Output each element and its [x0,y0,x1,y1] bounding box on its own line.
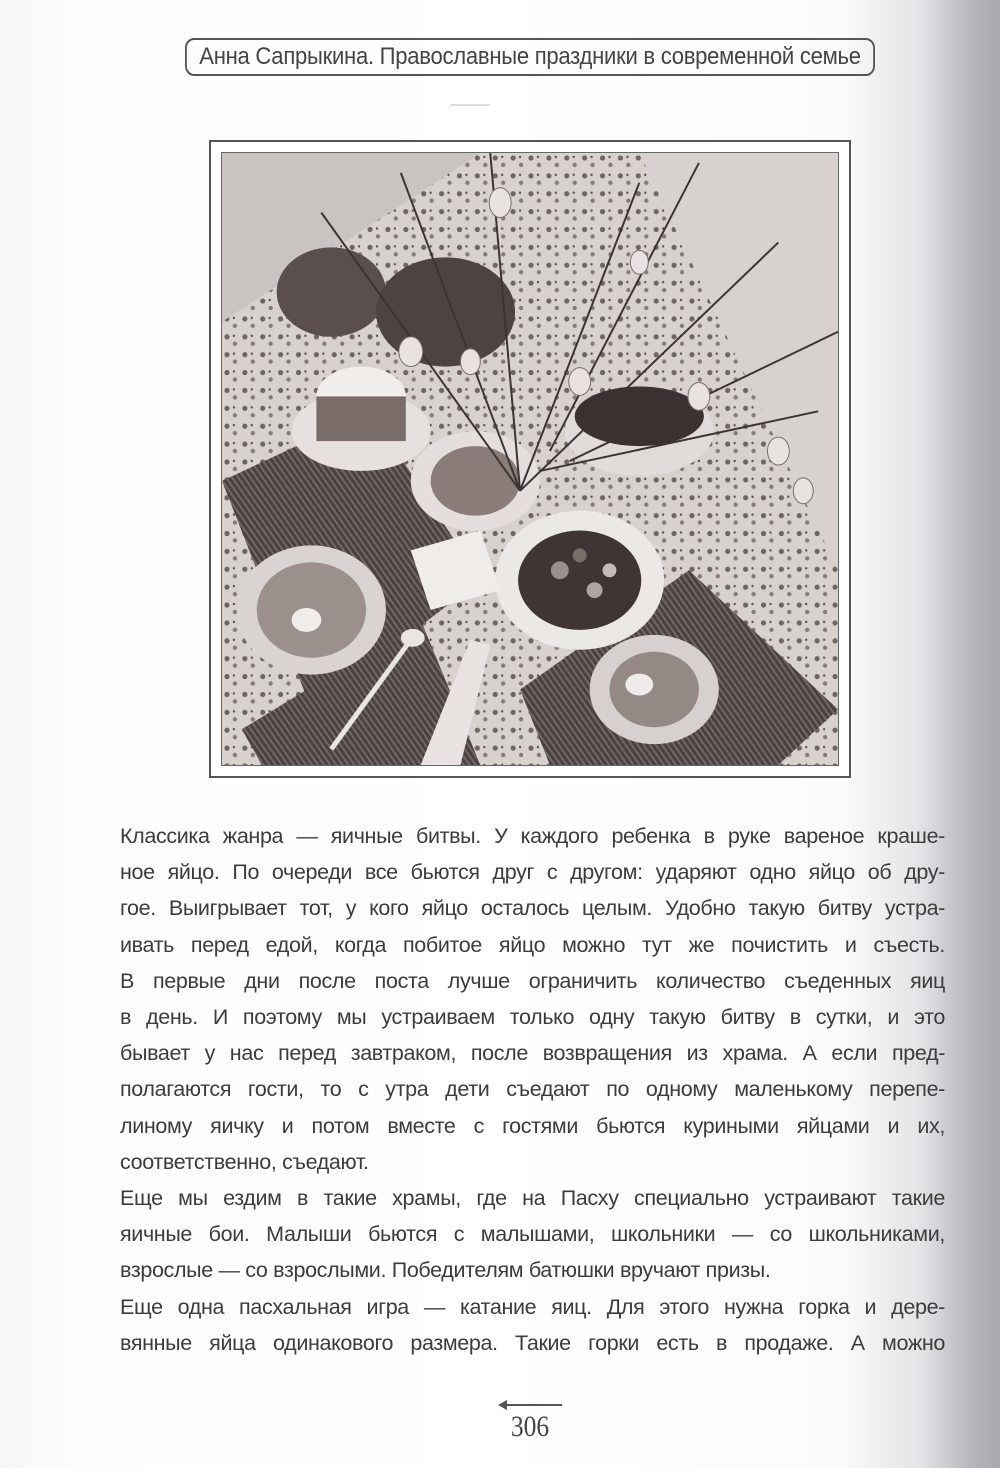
text-line: соответственно, съедают. [120,1149,369,1174]
text-line: ное яйцо. По очереди все бьются друг с другом: ударяют одно яйцо об дру- [120,860,945,885]
text-line: в день. И поэтому мы устраиваем только одну такую битву в сутки, и это [120,1005,945,1030]
text-line: линому яичку и потом вместе с гостями бьются куриными яйцами и их, [120,1113,945,1138]
running-head-text: Анна Сапрыкина. Православные праздники в современной семье [199,43,861,70]
text-line: яичные бои. Малыши бьются с малышами, школьники — со школьниками, [120,1222,945,1247]
page-number: 306 [510,1410,550,1443]
body-text [120,818,945,1361]
text-line: полагаются гости, то с утра дети съедают по одному маленькому перепе- [120,1077,945,1102]
text-line: гое. Выигрывает тот, у кого яйцо осталось целым. Удобно такую битву устра- [120,896,945,921]
divider [450,104,490,106]
text-line: ивать перед едой, когда побитое яйцо можно тут же почистить и съесть. [120,932,945,957]
easter-table-photo [221,152,839,766]
text-line: Еще мы ездим в такие храмы, где на Пасху специально устраивают такие [120,1186,945,1211]
text-line: Классика жанра — яичные битвы. У каждого ребенка в руке вареное краше- [120,824,945,848]
photo-image-icon [222,153,838,765]
figure-frame [209,140,851,778]
text-line: бывает у нас перед завтраком, после возвращения из храма. А если пред- [120,1041,945,1066]
text-line: вянные яйца одинакового размера. Такие горки есть в продаже. А можно [120,1330,945,1355]
text-line: взрослые — со взрослыми. Победителям батюшки вручают призы. [120,1258,771,1283]
running-head [185,38,875,76]
text-line: Еще одна пасхальная игра — катание яиц. Для этого нужна горка и дере- [120,1294,945,1319]
text-line: В первые дни после поста лучше ограничить количество съеденных яиц [120,968,945,993]
page-footer [495,1400,565,1442]
left-arrow-icon [498,1400,562,1410]
